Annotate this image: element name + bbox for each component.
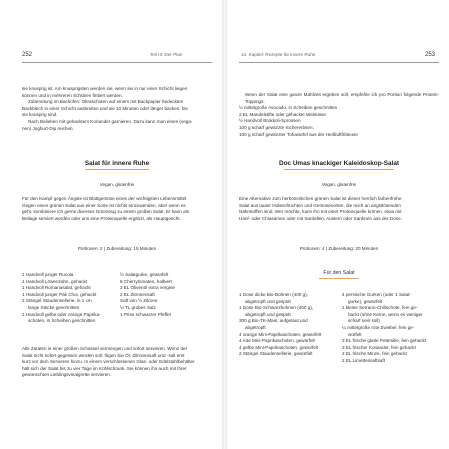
left-ingredients-col-2: ½ Salatgurke, gewürfelt 8 Cherrytomaten, halbiert 2 EL Olivenöl extra vergine 2 EL Zitronensaft Saft von ½ Zitrone ½ TL grobes Salz 1 Prise schwarzer Pfeffer [120, 272, 175, 317]
left-ingredients [22, 272, 212, 325]
left-method: Alle Zutaten in einer großen Schüssel vermengen und sofort servieren. Wenn der Salat nicht sofort gegessen werden soll, fügen Sie Öl, Zitronensaft und ·salt erst kurz vor dem Servieren hinzu. In einem verschlossenen Glas- oder Edelstahlbehälter hält sich der Salat bis zu vier Tage im Kühlschrank. Sie können ihn auch mit Ihrer gewünschten Lieblingsvinaigrette servieren. [22, 346, 195, 378]
left-page-number: 252 [22, 52, 33, 58]
right-section-underline [319, 278, 359, 279]
right-page [227, 0, 449, 449]
right-running-head: 14. Kapitel: Rezepte für innere Ruhe [241, 52, 316, 57]
right-diet: Vegan, glutenfrei [321, 182, 357, 187]
right-ingredients-col-1: 1 Dose dicke Bio-Bohnen (400 g), abgetropft und gespült 1 Dose Bio-Schwarzbohnen (400 g), abgetropft und gespült 300 g Bio-TK-Mais, aufgetaut und abgetropft 4 orange Mini-Paprikaschoten, gewürfelt 4 rote Mini-Paprikaschoten, gewürfelt 4 gelbe Mini-Paprikaschoten, gewürfelt 2 Stängel Staudensellerie, gewürfelt [239, 292, 322, 357]
right-section-block [239, 270, 439, 279]
left-intro: sie knusprig ist. Am knusprigsten werden sie, wenn sie in nur einer Schicht liegen können und in mehreren Schüben frittiert werden. Zubereitung im Backofen: Okraschoten auf einem mit Backpapier bedeckten Backblech in einer Schicht ausbreiten und sie 10 Minuten oder länger backen, bis sie knusprig sind. Nach Belieben mit gehacktem Koriander garnieren. Dazu kann man einen (vega- nen) Joghurt-Dip reichen. [22, 86, 193, 131]
left-recipe-title-block [22, 160, 212, 170]
right-intro: Wenn der Salat eine ganze Mahlzeit ergeben soll, empfehle ich pro Portion folgende Protein-Toppings: [245, 92, 439, 104]
left-diet: Vegan, glutenfrei [99, 182, 135, 187]
right-title-underline [284, 169, 394, 170]
right-page-number: 253 [425, 52, 436, 58]
right-description: Eine Alternative zum herkömmlichen grünen Salat ist dieser herrlich farbenfrohe Salat aus lauter Hülsenfrüchten und Gemüsesorten, die reich an angstlösenden Nährstoffen sind. Wer möchte, kann ihn mit einer Proteinquelle krönen, etwa mit Hanf- oder Chiasamen oder mit Sardellen, Austern oder Sardinen aus der Dose. [239, 196, 402, 221]
right-header-rule [239, 62, 439, 63]
right-section-title: Für den Salat [323, 270, 355, 276]
right-recipe-title-block [239, 160, 439, 170]
right-portions: Portionen: 4 | Zubereitung: 20 Minuten [299, 246, 379, 251]
left-recipe-title: Salat für innere Ruhe [84, 160, 150, 167]
left-header-rule [22, 62, 212, 63]
left-title-underline [85, 169, 149, 170]
left-ingredients-col-1: 1 Handvoll junger Rucola 1 Handvoll Löwenzahn, gehackt 1 Handvoll Romanasalat, gehackt 1 Handvoll junger Pak Choi, gehackt 2 Stängel Staudensellerie, in 1 cm lange Stücke geschnitten 1 Handvoll gelbe oder orange Paprika- schoten, in Scheiben geschnitten [22, 272, 101, 324]
left-running-head: Teil III: Der Plan [150, 52, 183, 57]
right-ingredients-col-2: 4 persische Gurken (oder 1 Salat- gurke), gewürfelt 1 kleine Serrano-Chilischote, fein ge- hackt (ohne Kerne, wenn es weniger scharf sein soll) ¼ mittelgroße rote Zwiebel, fein ge- würfelt 3 EL frische glatte Petersilie, fein gehackt 3 EL frischer Koriander, fein gehackt 2 EL frische Minze, fein gehackt 2 EL Limettensaftsaft [342, 292, 427, 363]
right-ingredients [239, 292, 439, 365]
left-portions: Portionen: 2 | Zubereitung: 15 Minuten [77, 246, 157, 251]
left-page [0, 0, 222, 449]
right-recipe-title: Doc Umas knackiger Kaleidoskop-Salat [278, 160, 400, 167]
right-intro-block: Wenn der Salat eine ganze Mahlzeit ergeben soll, empfehle ich pro Portion folgende Protein-Toppings: ½ mittelgroße Avocado, in Scheiben geschnitten 2 EL Mandelstifte oder gehackte Walnüsse ½ Handvoll Brokkoli-Sprossen 100 g scharf gewürzte Kichererbsen, 100 g scharf gewürzter Tofuwürfel aus der Heißluftfritteuse [239, 92, 439, 137]
left-description: Für den Kampf gegen Ängste ist Blattgemüse eines der wichtigsten Lebensmittel. Gegen einen grünen Salat aus einer Sorte ist nichts einzuwenden, aber wenn es geht, kombiniere ich gerne diverses Grünzeug zu einem großen Salat. Er kann als Beilage serviert werden oder uns eine Proteinquelle ergänzt, als Hauptgericht. [22, 196, 189, 221]
